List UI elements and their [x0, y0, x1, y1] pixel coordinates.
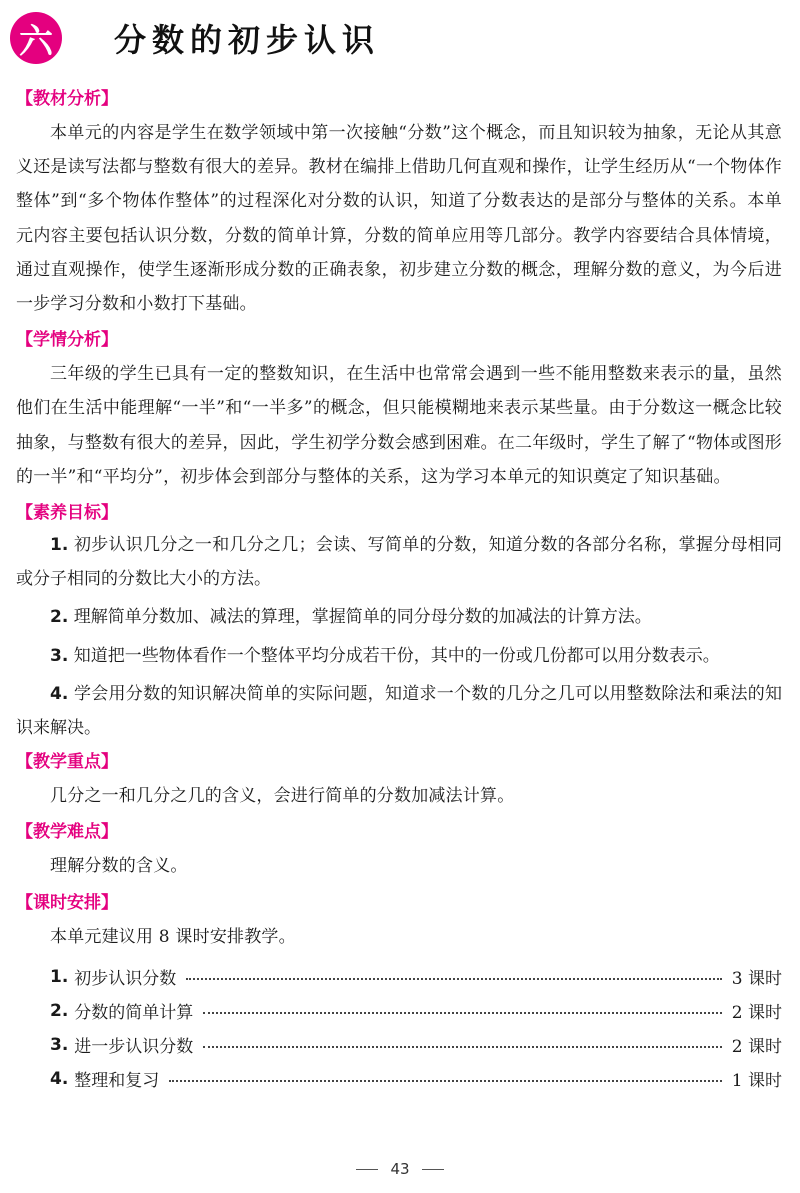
schedule-hours: 2 课时	[731, 1037, 782, 1058]
key-points-paragraph: 几分之一和几分之几的含义，会进行简单的分数加减法计算。	[50, 786, 515, 807]
goal-text: 初步认识几分之一和几分之几；会读、写简单的分数，知道分数的各部分名称，掌握分母相同或分子相同的分数比大小的方法。	[16, 535, 783, 590]
page-number: 43	[390, 1160, 410, 1178]
section-heading-difficulties: 【教学难点】	[16, 822, 118, 843]
goal-text: 知道把一些物体看作一个整体平均分成若干份，其中的一份或几份都可以用分数表示。	[73, 645, 720, 666]
page-footer	[0, 1160, 800, 1178]
chapter-header	[10, 8, 380, 68]
schedule-label: 进一步认识分数	[74, 1037, 194, 1058]
schedule-label: 初步认识分数	[74, 969, 177, 990]
schedule-number: 3.	[50, 1034, 69, 1055]
schedule-number: 4.	[50, 1068, 69, 1089]
goal-number: 2.	[50, 607, 69, 628]
schedule-hours: 2 课时	[731, 1003, 782, 1024]
schedule-number: 2.	[50, 1000, 69, 1021]
goal-text: 学会用分数的知识解决简单的实际问题，知道求一个数的几分之几可以用整数除法和乘法的知识来解决。	[16, 683, 783, 739]
section-heading-schedule: 【课时安排】	[16, 892, 118, 913]
footer-rule-right	[422, 1169, 444, 1170]
schedule-row	[50, 1062, 782, 1096]
schedule-hours: 1 课时	[731, 1071, 782, 1092]
materials-paragraph: 本单元的内容是学生在数学领域中第一次接触“分数”这个概念，而且知识较为抽象，无论从其意义还是读写法都与整数有很大的差异。教材在编排上借助几何直观和操作，让学生经历从“一个物体作整体”到“多个物体作整体”的过程深化对分数的认识，知道了分数表达的是部分与整体的关系。本单元内容主要包括认识分数，分数的简单计算，分数的简单应用等几部分。教学内容要结合具体情境，通过直观操作，使学生逐渐形成分数的正确表象，初步建立分数的概念，理解分数的意义，为今后进一步学习分数和小数打下基础。	[16, 123, 782, 315]
dot-leader	[203, 1045, 721, 1048]
schedule-row	[50, 960, 782, 994]
dot-leader	[203, 1011, 721, 1014]
page-content	[0, 86, 800, 1096]
schedule-number: 1.	[50, 966, 69, 987]
dot-leader	[169, 1079, 721, 1082]
chapter-title: 分数的初步认识	[114, 21, 381, 59]
chapter-number-badge: 六	[10, 12, 62, 64]
goal-number: 4.	[50, 683, 69, 704]
dot-leader	[186, 977, 721, 980]
schedule-row	[50, 994, 782, 1028]
footer-rule-left	[356, 1169, 378, 1170]
schedule-label: 整理和复习	[74, 1071, 160, 1092]
schedule-row	[50, 1028, 782, 1062]
goal-item	[16, 639, 782, 673]
section-heading-materials: 【教材分析】	[16, 89, 118, 109]
section-heading-students: 【学情分析】	[16, 330, 118, 351]
goal-number: 1.	[50, 535, 69, 556]
difficulties-paragraph: 理解分数的含义。	[50, 856, 188, 877]
goal-item	[16, 677, 782, 745]
students-paragraph: 三年级的学生已具有一定的整数知识，在生活中也常常会遇到一些不能用整数来表示的量，虽然他们在生活中能理解“一半”和“一半多”的概念，但只能模糊地来表示某些量。由于分数这一概念比较抽象，与整数有很大的差异，因此，学生初学分数会感到困难。在二年级时，学生了解了“物体或图形的一半”和“平均分”，初步体会到部分与整体的关系，这为学习本单元的知识奠定了知识基础。	[16, 364, 782, 487]
goal-item	[16, 528, 782, 596]
schedule-hours: 3 课时	[731, 969, 782, 990]
goal-number: 3.	[50, 645, 69, 666]
section-heading-key-points: 【教学重点】	[16, 752, 118, 773]
schedule-intro: 本单元建议用 8 课时安排教学。	[50, 926, 296, 947]
goal-text: 理解简单分数加、减法的算理，掌握简单的同分母分数的加减法的计算方法。	[73, 607, 652, 628]
section-heading-goals: 【素养目标】	[16, 503, 118, 524]
schedule-label: 分数的简单计算	[74, 1003, 194, 1024]
goal-item	[16, 600, 782, 634]
